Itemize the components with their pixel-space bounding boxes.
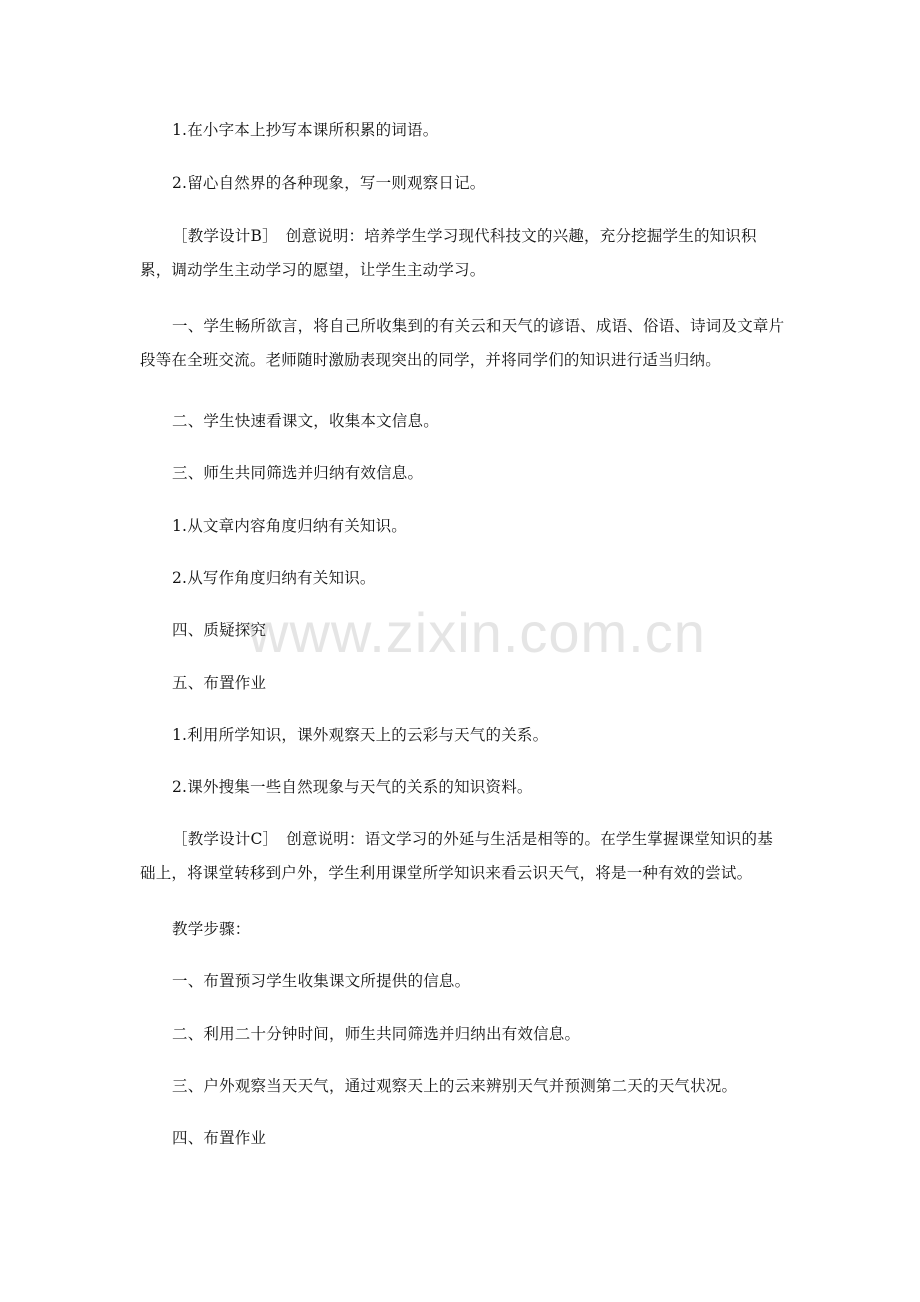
watermark: www.zixin.com.cn	[248, 601, 706, 664]
paragraph: 二、利用二十分钟时间，师生共同筛选并归纳出有效信息。	[172, 1025, 581, 1043]
paragraph: 2.课外搜集一些自然现象与天气的关系的知识资料。	[172, 778, 533, 796]
paragraph: 1.从文章内容角度归纳有关知识。	[172, 517, 407, 535]
paragraph: ［教学设计C］ 创意说明：语文学习的外延与生活是相等的。在学生掌握课堂知识的基础上，将课堂转移到户外，学生利用课堂所学知识来看云识天气，将是一种有效的尝试。	[140, 830, 773, 882]
paragraph: 五、布置作业	[172, 674, 267, 692]
paragraph: 三、户外观察当天天气，通过观察天上的云来辨别天气并预测第二天的天气状况。	[172, 1077, 738, 1095]
paragraph: ［教学设计B］ 创意说明：培养学生学习现代科技文的兴趣，充分挖掘学生的知识积累，调动学生主动学习的愿望，让学生主动学习。	[140, 227, 757, 279]
paragraph: 三、师生共同筛选并归纳有效信息。	[172, 464, 424, 482]
paragraph: 教学步骤：	[172, 920, 251, 938]
paragraph: 1.利用所学知识，课外观察天上的云彩与天气的关系。	[172, 726, 549, 744]
paragraph: 2.留心自然界的各种现象，写一则观察日记。	[172, 174, 486, 192]
paragraph: 二、学生快速看课文，收集本文信息。	[172, 412, 439, 430]
paragraph: 四、布置作业	[172, 1129, 267, 1147]
paragraph: 2.从写作角度归纳有关知识。	[172, 569, 376, 587]
paragraph: 1.在小字本上抄写本课所积累的词语。	[172, 121, 439, 139]
paragraph: 一、学生畅所欲言，将自己所收集到的有关云和天气的谚语、成语、俗语、诗词及文章片段等在全班交流。老师随时激励表现突出的同学，并将同学们的知识进行适当归纳。	[140, 317, 785, 369]
paragraph: 一、布置预习学生收集课文所提供的信息。	[172, 972, 471, 990]
paragraph: 四、质疑探究	[172, 621, 267, 639]
